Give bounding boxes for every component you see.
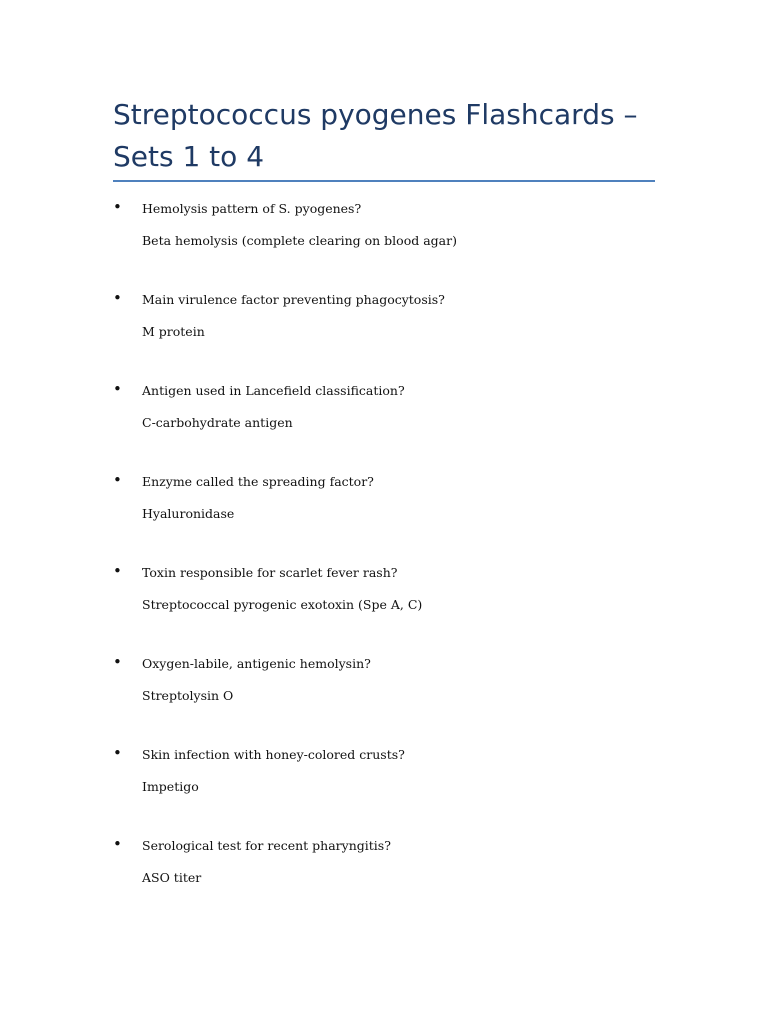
flashcard-question: Main virulence factor preventing phagocytosis? — [142, 292, 445, 307]
flashcard-item — [0, 288, 768, 379]
title-underline — [113, 180, 655, 182]
flashcard-item — [0, 834, 768, 925]
bullet-icon: • — [113, 562, 122, 580]
flashcard-question: Toxin responsible for scarlet fever rash? — [142, 565, 398, 580]
flashcard-answer: Impetigo — [142, 779, 199, 794]
flashcard-question: Hemolysis pattern of S. pyogenes? — [142, 201, 362, 216]
flashcard-question: Antigen used in Lancefield classification? — [142, 383, 405, 398]
flashcard-question: Skin infection with honey-colored crusts? — [142, 747, 405, 762]
bullet-icon: • — [113, 835, 122, 853]
flashcard-list — [0, 197, 768, 925]
bullet-icon: • — [113, 471, 122, 489]
flashcard-answer: M protein — [142, 324, 205, 339]
bullet-icon: • — [113, 380, 122, 398]
flashcard-item — [0, 470, 768, 561]
flashcard-answer: ASO titer — [142, 870, 202, 885]
flashcard-question: Enzyme called the spreading factor? — [142, 474, 374, 489]
bullet-icon: • — [113, 653, 122, 671]
flashcard-item — [0, 561, 768, 652]
bullet-icon: • — [113, 198, 122, 216]
flashcard-answer: Beta hemolysis (complete clearing on blood agar) — [142, 233, 457, 248]
bullet-icon: • — [113, 289, 122, 307]
flashcard-answer: Streptolysin O — [142, 688, 234, 703]
flashcard-question: Oxygen-labile, antigenic hemolysin? — [142, 656, 371, 671]
document-title: Streptococcus pyogenes Flashcards – Sets 1 to 4 — [113, 98, 638, 173]
flashcard-answer: C-carbohydrate antigen — [142, 415, 293, 430]
flashcard-answer: Hyaluronidase — [142, 506, 235, 521]
flashcard-question: Serological test for recent pharyngitis? — [142, 838, 391, 853]
bullet-icon: • — [113, 744, 122, 762]
flashcard-item — [0, 197, 768, 288]
flashcard-item — [0, 652, 768, 743]
flashcard-item — [0, 379, 768, 470]
flashcard-answer: Streptococcal pyrogenic exotoxin (Spe A, C) — [142, 597, 423, 612]
flashcard-item — [0, 743, 768, 834]
